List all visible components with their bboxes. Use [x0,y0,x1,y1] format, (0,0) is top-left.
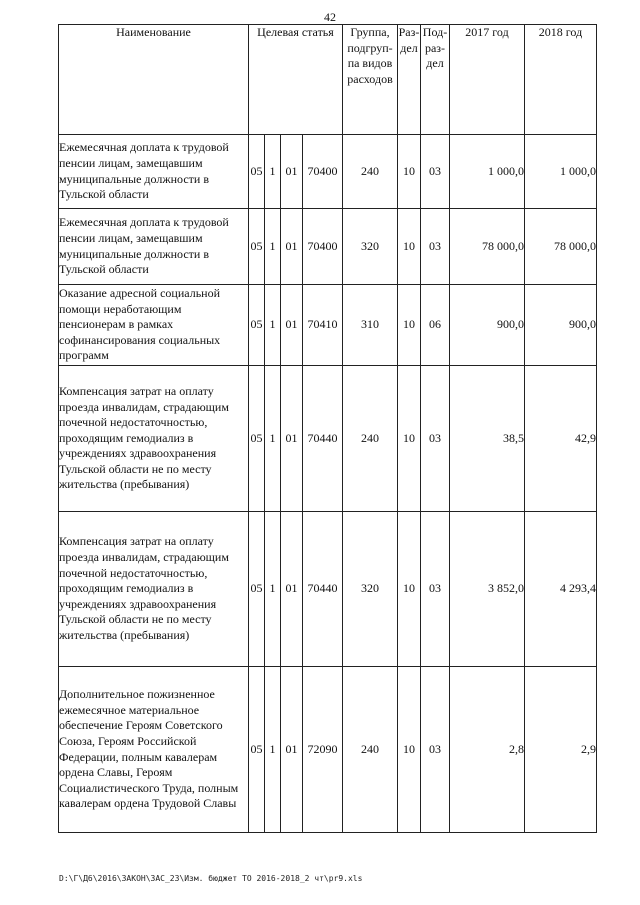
row-ts3: 01 [281,285,303,366]
row-ts2: 1 [265,285,281,366]
header-group: Группа, подгруп-па видов расходов [343,25,398,135]
row-2017: 1 000,0 [450,135,525,209]
row-ts4: 70400 [303,135,343,209]
row-2018: 78 000,0 [525,209,597,285]
row-group: 310 [343,285,398,366]
row-ts1: 05 [249,667,265,833]
row-name: Ежемесячная доплата к трудовой пенсии лицам, замещавшим муниципальные должности в Тульской области [59,135,249,209]
row-2018: 900,0 [525,285,597,366]
row-ts2: 1 [265,512,281,667]
header-target-article: Целевая статья [249,25,343,135]
row-2017: 3 852,0 [450,512,525,667]
row-ts4: 70400 [303,209,343,285]
row-name: Компенсация затрат на оплату проезда инвалидам, страдающим почечной недостаточностью, проходящим гемодиализ в учреждениях здравоохранения Тульской области не по месту жительства (пребывания) [59,366,249,512]
row-ts1: 05 [249,209,265,285]
row-group: 320 [343,512,398,667]
row-ts4: 70440 [303,512,343,667]
row-section: 10 [398,667,421,833]
row-subsection: 03 [421,667,450,833]
row-section: 10 [398,366,421,512]
row-2017: 78 000,0 [450,209,525,285]
row-ts3: 01 [281,135,303,209]
row-ts1: 05 [249,285,265,366]
row-ts2: 1 [265,209,281,285]
row-2018: 42,9 [525,366,597,512]
row-section: 10 [398,285,421,366]
header-year-2017: 2017 год [450,25,525,135]
table-row [59,209,597,285]
row-subsection: 03 [421,135,450,209]
row-name: Дополнительное пожизненное ежемесячное материальное обеспечение Героям Советского Союза, Героям Российской Федерации, полным кавалерам ордена Славы, Героям Социалистического Труда, полным кавалерам ордена Трудовой Славы [59,667,249,833]
row-2017: 2,8 [450,667,525,833]
row-subsection: 06 [421,285,450,366]
row-ts1: 05 [249,366,265,512]
table-row [59,135,597,209]
budget-table [58,24,597,833]
row-subsection: 03 [421,512,450,667]
row-2017: 900,0 [450,285,525,366]
row-2018: 1 000,0 [525,135,597,209]
header-subsection: Под-раз-дел [421,25,450,135]
row-ts3: 01 [281,667,303,833]
row-ts4: 70410 [303,285,343,366]
row-group: 240 [343,135,398,209]
row-ts4: 72090 [303,667,343,833]
row-group: 240 [343,366,398,512]
row-subsection: 03 [421,366,450,512]
header-name: Наименование [59,25,249,135]
row-ts3: 01 [281,512,303,667]
header-year-2018: 2018 год [525,25,597,135]
row-group: 240 [343,667,398,833]
row-section: 10 [398,209,421,285]
row-ts1: 05 [249,135,265,209]
row-2017: 38,5 [450,366,525,512]
row-name: Компенсация затрат на оплату проезда инвалидам, страдающим почечной недостаточностью, проходящим гемодиализ в учреждениях здравоохранения Тульской области не по месту жительства (пребывания) [59,512,249,667]
table-row [59,667,597,833]
row-ts4: 70440 [303,366,343,512]
row-ts1: 05 [249,512,265,667]
row-subsection: 03 [421,209,450,285]
row-2018: 4 293,4 [525,512,597,667]
page-number: 42 [324,10,336,24]
row-ts2: 1 [265,366,281,512]
row-ts3: 01 [281,209,303,285]
header-section: Раз-дел [398,25,421,135]
table-row [59,512,597,667]
row-name: Ежемесячная доплата к трудовой пенсии лицам, замещавшим муниципальные должности в Тульской области [59,209,249,285]
row-section: 10 [398,512,421,667]
row-name: Оказание адресной социальной помощи неработающим пенсионерам в рамках софинансирования социальных программ [59,285,249,366]
row-ts2: 1 [265,135,281,209]
row-section: 10 [398,135,421,209]
table-row [59,285,597,366]
footer-file-path: D:\Г\Д6\2016\ЗАКОН\ЗАС_23\Изм. бюджет ТО 2016-2018_2 чт\pr9.xls [59,874,363,883]
row-group: 320 [343,209,398,285]
table-row [59,366,597,512]
row-ts2: 1 [265,667,281,833]
row-2018: 2,9 [525,667,597,833]
row-ts3: 01 [281,366,303,512]
table-header-row [59,25,597,135]
